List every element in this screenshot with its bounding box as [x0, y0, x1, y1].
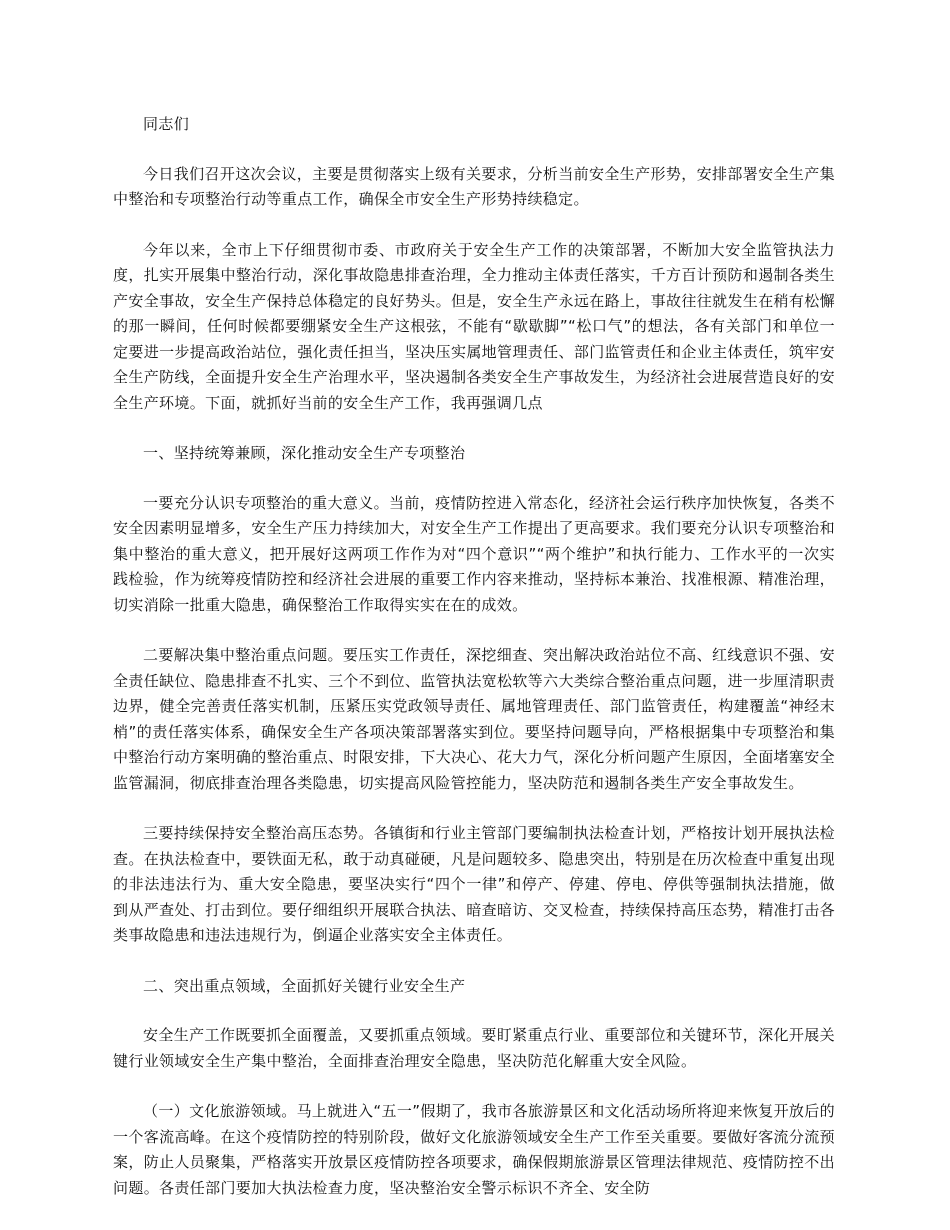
paragraph-point-1: 一要充分认识专项整治的重大意义。当前，疫情防控进入常态化，经济社会运行秩序加快恢复，各类不安全因素明显增多，安全生产压力持续加大，对安全生产工作提出了更高要求。我们要充分认识专项整治和集中整治的重大意义，把开展好这两项工作作为对“四个意识”“两个维护”和执行能力、工作水平的一次实践检验，作为统筹疫情防控和经济社会进展的重要工作内容来推动，坚持标本兼治、找准根源、精准治理，切实消除一批重大隐患，确保整治工作取得实实在在的成效。 [113, 493, 835, 614]
salutation: 同志们 [143, 115, 190, 133]
paragraph-situation: 今年以来，全市上下仔细贯彻市委、市政府关于安全生产工作的决策部署，不断加大安全监管执法力度，扎实开展集中整治行动，深化事故隐患排查治理，全力推动主体责任落实，千方百计预防和遏制各类生产安全事故，安全生产保持总体稳定的良好势头。但是，安全生产永远在路上，事故往往就发生在稍有松懈的那一瞬间，任何时候都要绷紧安全生产这根弦，不能有“歇歇脚”“松口气”的想法，各有关部门和单位一定要进一步提高政治站位，强化责任担当，坚决压实属地管理责任、部门监管责任和企业主体责任，筑牢安全生产防线，全面提升安全生产治理水平，坚决遏制各类安全生产事故发生，为经济社会进展营造良好的安全生产环境。下面，就抓好当前的安全生产工作，我再强调几点 [113, 240, 835, 412]
section-heading-1: 一、坚持统筹兼顾，深化推动安全生产专项整治 [143, 444, 466, 462]
paragraph-culture-tourism: （一）文化旅游领域。马上就进入“五一”假期了，我市各旅游景区和文化活动场所将迎来恢复开放后的一个客流高峰。在这个疫情防控的特别阶段，做好文化旅游领域安全生产工作至关重要。要做好客流分流预案，防止人员聚集，严格落实开放景区疫情防控各项要求，确保假期旅游景区管理法律规范、疫情防控不出问题。各责任部门要加大执法检查力度，坚决整治安全警示标识不齐全、安全防 [113, 1102, 835, 1197]
paragraph-point-2: 二要解决集中整治重点问题。要压实工作责任，深挖细查、突出解决政治站位不高、红线意识不强、安全责任缺位、隐患排查不扎实、三个不到位、监管执法宽松软等六大类综合整治重点问题，进一步厘清职责边界，健全完善责任落实机制，压紧压实党政领导责任、属地管理责任、部门监管责任，构建覆盖“神经末梢”的责任落实体系，确保安全生产各项决策部署落实到位。要坚持问题导向，严格根据集中专项整治和集中整治行动方案明确的整治重点、时限安排，下大决心、花大力气，深化分析问题产生原因，全面堵塞安全监管漏洞，彻底排查治理各类隐患，切实提高风险管控能力，坚决防范和遏制各类生产安全事故发生。 [113, 646, 835, 792]
paragraph-intro: 今日我们召开这次会议，主要是贯彻落实上级有关要求，分析当前安全生产形势，安排部署安全生产集中整治和专项整治行动等重点工作，确保全市安全生产形势持续稳定。 [113, 164, 835, 208]
paragraph-key-industries: 安全生产工作既要抓全面覆盖，又要抓重点领域。要盯紧重点行业、重要部位和关键环节，深化开展关键行业领域安全生产集中整治，全面排查治理安全隐患，坚决防范化解重大安全风险。 [113, 1026, 835, 1070]
paragraph-point-3: 三要持续保持安全整治高压态势。各镇街和行业主管部门要编制执法检查计划，严格按计划开展执法检查。在执法检查中，要铁面无私，敢于动真碰硬，凡是问题较多、隐患突出，特别是在历次检查中重复出现的非法违法行为、重大安全隐患，要坚决实行“四个一律”和停产、停建、停电、停供等强制执法措施，做到从严查处、打击到位。要仔细组织开展联合执法、暗查暗访、交叉检查，持续保持高压态势，精准打击各类事故隐患和违法违规行为，倒逼企业落实安全主体责任。 [113, 824, 835, 944]
section-heading-2: 二、突出重点领域，全面抓好关键行业安全生产 [143, 976, 466, 995]
document-body [113, 112, 835, 1226]
